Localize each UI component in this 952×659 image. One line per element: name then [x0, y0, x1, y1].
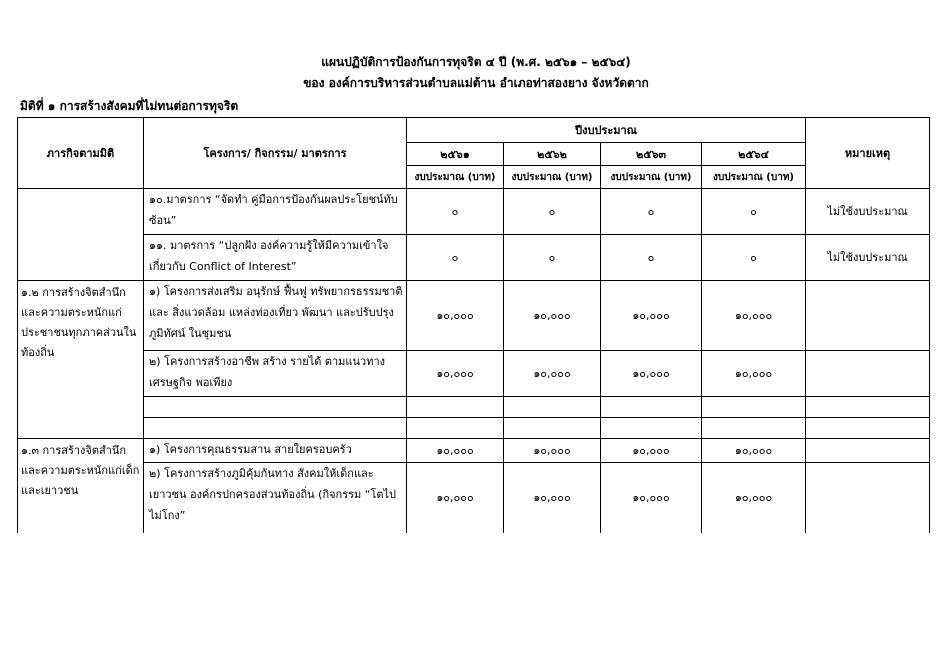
budget-cell: ๑๐,๐๐๐: [601, 281, 702, 351]
budget-cell: ๑๐,๐๐๐: [702, 439, 806, 463]
mission-cell-empty: [18, 189, 144, 281]
budget-cell: ๐: [601, 235, 702, 281]
project-cell: ๒) โครงการสร้างภูมิคุ้มกันทาง สังคมให้เด็กและเยาวชน องค์กรปกครองส่วนท้องถิ่น (กิจกรรม “โตไปไม่โกง”: [144, 463, 407, 533]
header-budget-unit: งบประมาณ (บาท): [504, 166, 601, 189]
table-row: [18, 235, 930, 281]
header-project: โครงการ/ กิจกรรม/ มาตรการ: [144, 118, 407, 189]
budget-cell: ๑๐,๐๐๐: [407, 281, 504, 351]
empty-cell: [407, 397, 504, 418]
budget-cell: ๑๐,๐๐๐: [504, 439, 601, 463]
remark-cell: ไม่ใช้งบประมาณ: [806, 189, 930, 235]
mission-cell: ๑.๓ การสร้างจิตสำนึกและความตระหนักแก่เด็กและเยาวชน: [18, 439, 144, 533]
header-budget-unit: งบประมาณ (บาท): [407, 166, 504, 189]
project-cell: ๒) โครงการสร้างอาชีพ สร้าง รายได้ ตามแนวทางเศรษฐกิจ พอเพียง: [144, 351, 407, 397]
document-title: แผนปฏิบัติการป้องกันการทุจริต ๔ ปี (พ.ศ. ๒๕๖๑ – ๒๕๖๔): [321, 55, 631, 69]
budget-cell: ๑๐,๐๐๐: [702, 281, 806, 351]
project-cell: ๑๑. มาตรการ “ปลูกฝัง องค์ความรู้ให้มีความเข้าใจเกี่ยวกับ Conflict of Interest”: [144, 235, 407, 281]
empty-cell: [702, 397, 806, 418]
empty-cell: [144, 397, 407, 418]
budget-cell: ๐: [702, 235, 806, 281]
budget-cell: ๑๐,๐๐๐: [601, 351, 702, 397]
table-row: [18, 351, 930, 397]
budget-cell: ๑๐,๐๐๐: [702, 351, 806, 397]
empty-cell: [504, 397, 601, 418]
header-budget-unit: งบประมาณ (บาท): [702, 166, 806, 189]
header-year: ๒๕๖๒: [504, 143, 601, 166]
budget-cell: ๑๐,๐๐๐: [407, 351, 504, 397]
remark-cell: [806, 281, 930, 351]
empty-cell: [601, 397, 702, 418]
budget-cell: ๐: [407, 189, 504, 235]
mission-cell: ๑.๒ การสร้างจิตสำนึกและความตระหนักแก่ประชาชนทุกภาคส่วนในท้องถิ่น: [18, 281, 144, 439]
header-mission: ภารกิจตามมิติ: [18, 118, 144, 189]
empty-cell: [407, 418, 504, 439]
table-row: [18, 281, 930, 351]
budget-cell: ๑๐,๐๐๐: [504, 351, 601, 397]
empty-cell: [504, 418, 601, 439]
budget-cell: ๑๐,๐๐๐: [504, 281, 601, 351]
budget-cell: ๑๐,๐๐๐: [601, 463, 702, 533]
remark-cell: [806, 463, 930, 533]
section-title: มิติที่ ๑ การสร้างสังคมที่ไม่ทนต่อการทุจริต: [20, 99, 239, 113]
budget-cell: ๐: [504, 235, 601, 281]
header-budget-year: ปีงบประมาณ: [407, 118, 806, 143]
empty-cell: [702, 418, 806, 439]
budget-cell: ๐: [702, 189, 806, 235]
budget-table: [17, 117, 930, 533]
empty-cell: [806, 418, 930, 439]
table-row: [18, 463, 930, 533]
document-subtitle: ของ องค์การบริหารส่วนตำบลแม่ต้าน อำเภอท่าสองยาง จังหวัดตาก: [303, 76, 649, 90]
budget-cell: ๐: [504, 189, 601, 235]
project-cell: ๑) โครงการส่งเสริม อนุรักษ์ ฟื้นฟู ทรัพยากรธรรมชาติและ สิ่งแวดล้อม แหล่งท่องเที่ยว พัฒนา และปรับปรุงภูมิทัศน์ ในชุมชน: [144, 281, 407, 351]
budget-cell: ๑๐,๐๐๐: [702, 463, 806, 533]
header-remark: หมายเหตุ: [806, 118, 930, 189]
empty-cell: [601, 418, 702, 439]
project-cell: ๑๐.มาตรการ “จัดทำ คู่มือการป้องกันผลประโยชน์ทับซ้อน”: [144, 189, 407, 235]
budget-cell: ๑๐,๐๐๐: [504, 463, 601, 533]
budget-cell: ๐: [407, 235, 504, 281]
project-cell: ๑) โครงการคุณธรรมสาน สายใยครอบครัว: [144, 439, 407, 463]
header-year: ๒๕๖๓: [601, 143, 702, 166]
budget-cell: ๑๐,๐๐๐: [601, 439, 702, 463]
empty-cell: [144, 418, 407, 439]
header-year: ๒๕๖๔: [702, 143, 806, 166]
empty-cell: [806, 397, 930, 418]
header-budget-unit: งบประมาณ (บาท): [601, 166, 702, 189]
table-row-empty: [18, 418, 930, 439]
budget-cell: ๑๐,๐๐๐: [407, 463, 504, 533]
remark-cell: [806, 439, 930, 463]
remark-cell: ไม่ใช้งบประมาณ: [806, 235, 930, 281]
budget-cell: ๑๐,๐๐๐: [407, 439, 504, 463]
table-row: [18, 439, 930, 463]
budget-cell: ๐: [601, 189, 702, 235]
remark-cell: [806, 351, 930, 397]
table-row: [18, 189, 930, 235]
table-row-empty: [18, 397, 930, 418]
header-year: ๒๕๖๑: [407, 143, 504, 166]
